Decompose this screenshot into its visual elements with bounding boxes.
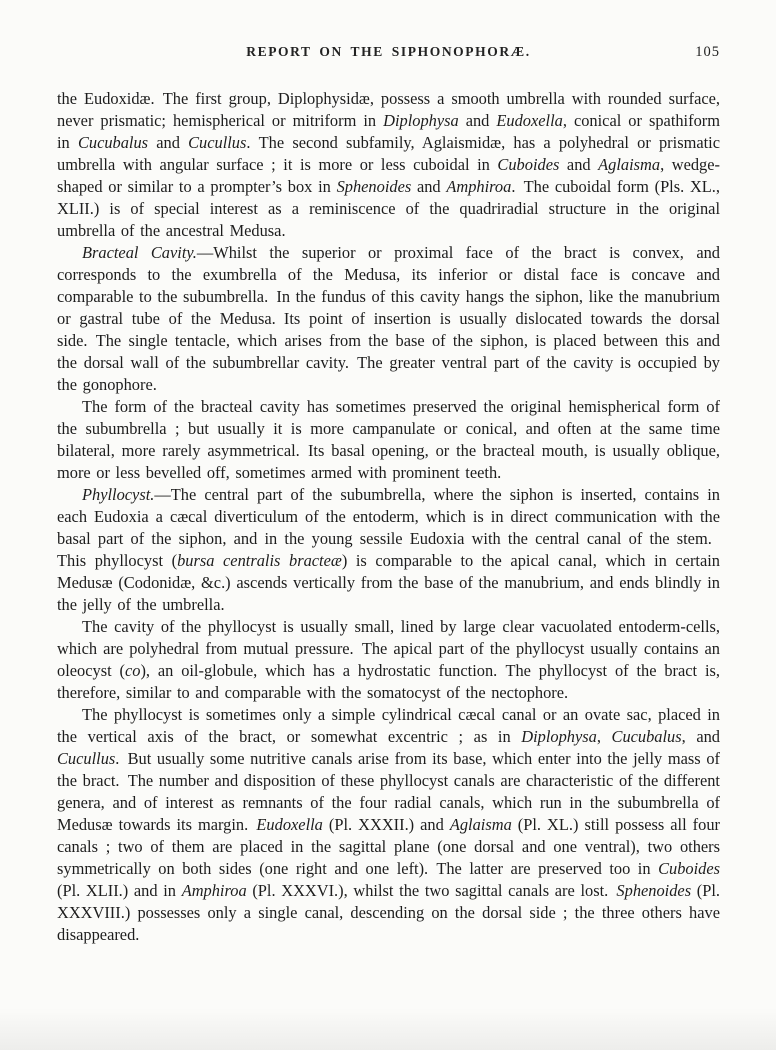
page-number: 105 xyxy=(695,44,720,60)
paragraph-2: Bracteal Cavity.—Whilst the superior or proximal face of the bract is convex, and corresponds to the exumbrella of the Medusa, its inferior or distal face is concave and comparable to the subumbrella. In the fundus of this cavity hangs the siphon, like the manubrium or gastral tube of the Medusa. Its point of insertion is usually dislocated towards the dorsal side. The single tentacle, which arises from the base of the siphon, is placed between this and the dorsal wall of the subumbrellar cavity. The greater ventral part of the cavity is occupied by the gonophore. xyxy=(57,243,721,394)
paragraph-3: The form of the bracteal cavity has sometimes preserved the original hemispherical form of the subumbrella ; but usually it is more campanulate or conical, and often at the same time bilateral, more rarely asymmetrical. Its basal opening, or the bracteal mouth, is usually oblique, more or less bevelled off, sometimes armed with prominent teeth. xyxy=(57,397,720,482)
paragraph-6: The phyllocyst is sometimes only a simple cylindrical cæcal canal or an ovate sac, placed in the vertical axis of the bract, or somewhat excentric ; as in Diplophysa, Cucubalus, and Cucullus. But usually some nutritive canals arise from its base, which enter into the jelly mass of the bract. The number and disposition of these phyllocyst canals are characteristic of the different genera, and of interest as remnants of the four radial canals, which run in the subumbrella of Medusæ towards its margin. Eudoxella (Pl. XXXII.) and Aglaisma (Pl. XL.) still possess all four canals ; two of them are placed in the sagittal plane (one dorsal and one ventral), two others symmetrically on both sides (one right and one left). The latter are preserved too in Cuboides (Pl. XLII.) and in Amphiroa (Pl. XXXVI.), whilst the two sagittal canals are lost. Sphenoides (Pl. XXXVIII.) possesses only a single canal, descending on the dorsal side ; the three others have disappeared. xyxy=(57,705,720,944)
page-body xyxy=(57,88,720,946)
paragraph-4: Phyllocyst.—The central part of the subumbrella, where the siphon is inserted, contains in each Eudoxia a cæcal diverticulum of the entoderm, which is in direct communication with the basal part of the siphon, and in the young sessile Eudoxia with the central canal of the stem. This phyllocyst (bursa centralis bracteæ) is comparable to the apical canal, which in certain Medusæ (Codonidæ, &c.) ascends vertically from the base of the manubrium, and ends blindly in the jelly of the umbrella. xyxy=(57,485,721,614)
running-head-title: REPORT ON THE SIPHONOPHORÆ. xyxy=(246,44,531,59)
paragraph-1: the Eudoxidæ. The first group, Diplophysidæ, possess a smooth umbrella with rounded surface, never prismatic; hemispherical or mitriform in Diplophysa and Eudoxella, conical or spathiform in Cucubalus and Cucullus. The second subfamily, Aglaismidæ, has a polyhedral or prismatic umbrella with angular surface ; it is more or less cuboidal in Cuboides and Aglaisma, wedge-shaped or similar to a prompter’s box in Sphenoides and Amphiroa. The cuboidal form (Pls. XL., XLII.) is of special interest as a reminiscence of the quadriradial structure in the original umbrella of the ancestral Medusa. xyxy=(57,89,720,240)
paragraph-5: The cavity of the phyllocyst is usually small, lined by large clear vacuolated entoderm-cells, which are polyhedral from mutual pressure. The apical part of the phyllocyst usually contains an oleocyst (co), an oil-globule, which has a hydrostatic function. The phyllocyst of the bract is, therefore, similar to and comparable with the somatocyst of the nectophore. xyxy=(57,617,720,702)
page-header xyxy=(57,44,720,62)
